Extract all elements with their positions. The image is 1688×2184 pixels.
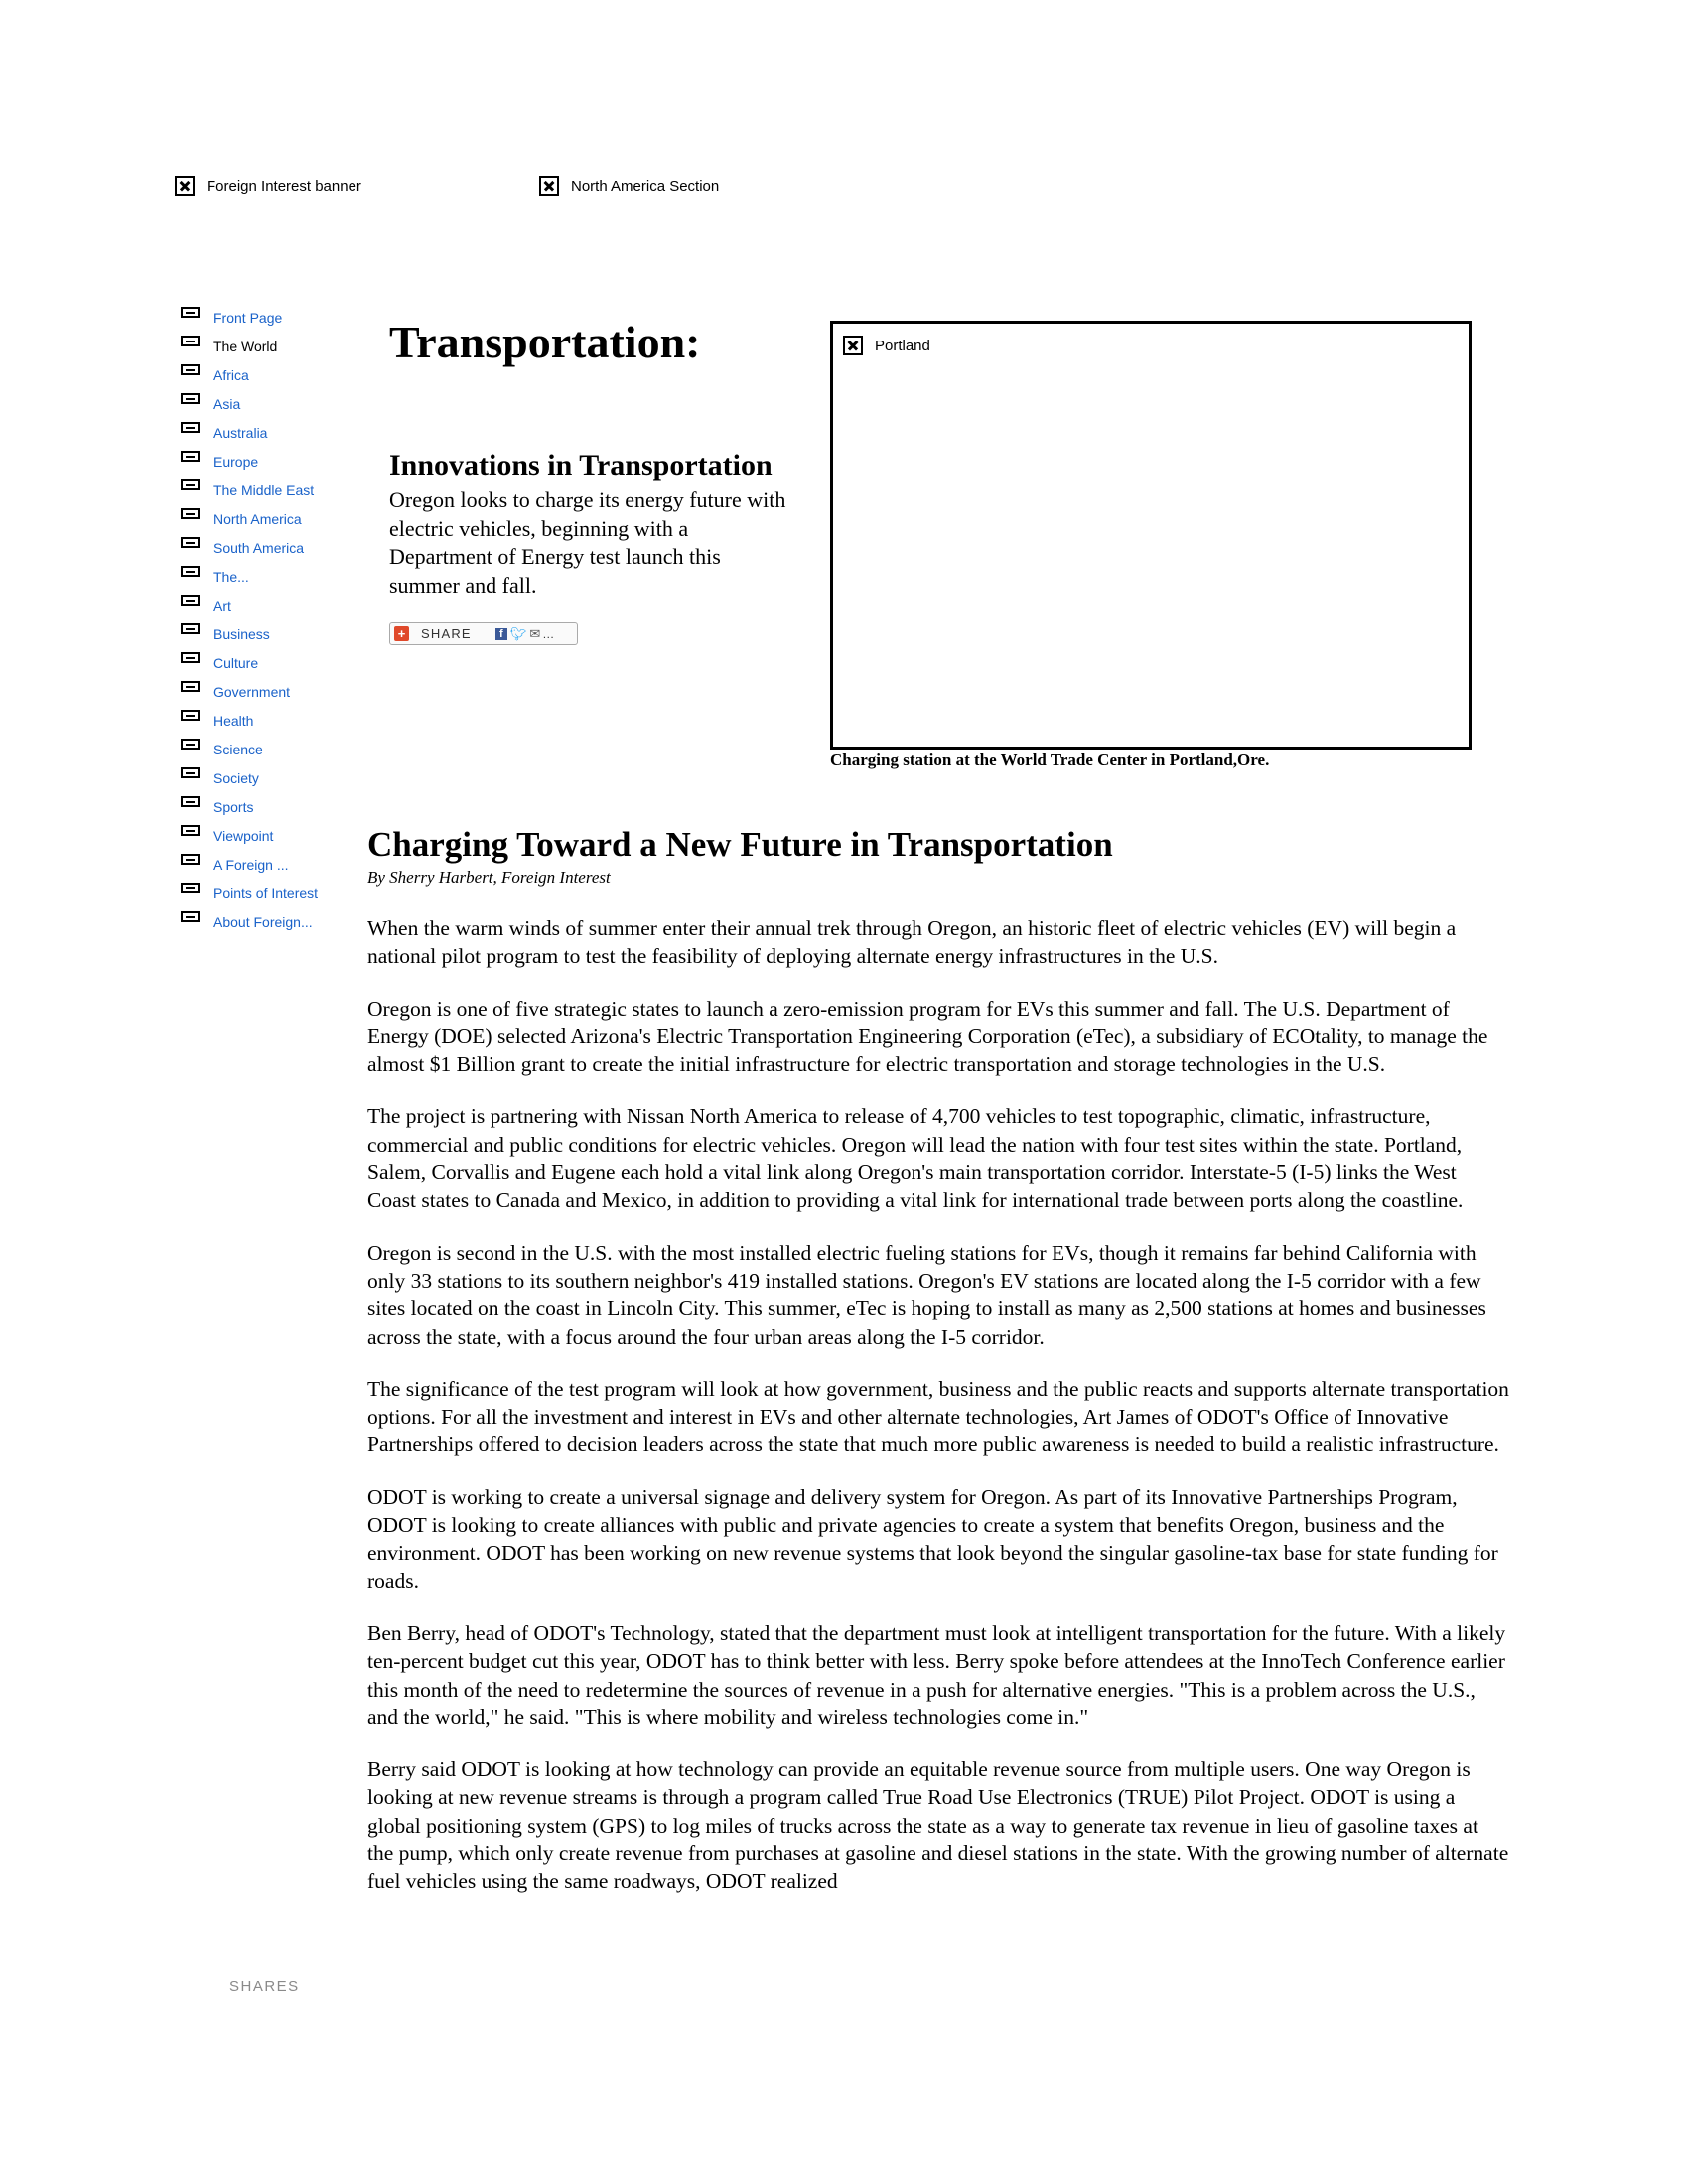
sidebar-nav bbox=[181, 298, 359, 931]
sidebar-item-label: The Middle East bbox=[213, 481, 315, 498]
nav-bullet-icon bbox=[181, 595, 200, 606]
photo-frame bbox=[830, 321, 1472, 750]
subhead-description: Oregon looks to charge its energy future with electric vehicles, beginning with a Department of Energy test launch this summer and fall. bbox=[389, 487, 786, 598]
foreign-interest-banner[interactable] bbox=[175, 176, 361, 196]
article-paragraph: Oregon is one of five strategic states to launch a zero-emission program for EVs this summer and fall. The U.S. Department of Energy (DOE) selected Arizona's Electric Transportation Engineering Corporation (eTec), a subsidiary of ECOtality, to manage the almost $1 Billion grant to create the initial infrastructure for electric transportation and storage technologies in the U.S. bbox=[367, 996, 1488, 1077]
sidebar-item-label: Health bbox=[213, 712, 254, 729]
sidebar-item-label: The... bbox=[213, 568, 249, 585]
broken-image-icon bbox=[539, 176, 559, 196]
sidebar-item-asia[interactable] bbox=[181, 384, 359, 413]
subhead: Innovations in Transportation bbox=[389, 449, 773, 481]
sidebar-item-label: Australia bbox=[213, 424, 268, 441]
nav-bullet-icon bbox=[181, 883, 200, 893]
shares-counter-label: SHARES bbox=[229, 1979, 300, 1995]
nav-bullet-icon bbox=[181, 796, 200, 807]
sidebar-item-viewpoint[interactable] bbox=[181, 816, 359, 845]
more-icon: … bbox=[542, 626, 555, 641]
sidebar-item-north-america[interactable] bbox=[181, 499, 359, 528]
sidebar-item-label: Africa bbox=[213, 366, 249, 383]
sidebar-item-business[interactable] bbox=[181, 614, 359, 643]
nav-bullet-icon bbox=[181, 364, 200, 375]
twitter-icon: 🐦︎ bbox=[509, 625, 527, 641]
facebook-icon: f bbox=[495, 628, 507, 640]
sidebar-item-label: Art bbox=[213, 597, 231, 614]
nav-bullet-icon bbox=[181, 854, 200, 865]
sidebar-item-label: Front Page bbox=[213, 309, 283, 326]
sidebar-item-health[interactable] bbox=[181, 701, 359, 730]
plus-icon: + bbox=[394, 626, 409, 641]
nav-bullet-icon bbox=[181, 566, 200, 577]
nav-bullet-icon bbox=[181, 652, 200, 663]
sidebar-item-label: The World bbox=[213, 338, 278, 354]
article-paragraph: The project is partnering with Nissan North America to release of 4,700 vehicles to test topographic, climatic, infrastructure, commercial and public conditions for electric vehicles. Oregon will lead the nation with four test sites within the state. Portland, Salem, Corvallis and Eugene each hold a vital link along Oregon's main transportation corridor. Interstate-5 (I-5) links the West Coast states to Canada and Mexico, in addition to providing a vital link for international trade between ports along the coastline. bbox=[367, 1104, 1464, 1213]
sidebar-item-label: Viewpoint bbox=[213, 827, 274, 844]
sidebar-item-sports[interactable] bbox=[181, 787, 359, 816]
nav-bullet-icon bbox=[181, 911, 200, 922]
sidebar-item-label: Europe bbox=[213, 453, 259, 470]
sidebar-item-society[interactable] bbox=[181, 758, 359, 787]
section-title: Transportation: bbox=[389, 317, 701, 367]
share-label: SHARE bbox=[421, 626, 472, 641]
banner-alt-text: Foreign Interest banner bbox=[207, 177, 361, 195]
email-icon: ✉ bbox=[529, 625, 541, 641]
nav-bullet-icon bbox=[181, 393, 200, 404]
sidebar-item-label: A Foreign ... bbox=[213, 856, 289, 873]
nav-bullet-icon bbox=[181, 537, 200, 548]
nav-bullet-icon bbox=[181, 508, 200, 519]
sidebar-item-a-foreign[interactable] bbox=[181, 845, 359, 874]
sidebar-item-9[interactable] bbox=[181, 557, 359, 586]
sidebar-item-label: Culture bbox=[213, 654, 259, 671]
sidebar-item-art[interactable] bbox=[181, 586, 359, 614]
sidebar-item-south-america[interactable] bbox=[181, 528, 359, 557]
sidebar-item-europe[interactable] bbox=[181, 442, 359, 471]
photo-caption: Charging station at the World Trade Center in Portland,Ore. bbox=[830, 751, 1270, 769]
broken-image-icon bbox=[175, 176, 195, 196]
sidebar-item-points-of-interest[interactable] bbox=[181, 874, 359, 902]
sidebar-item-label: North America bbox=[213, 510, 302, 527]
sidebar-item-label: Sports bbox=[213, 798, 254, 815]
sidebar-item-label: Points of Interest bbox=[213, 885, 319, 901]
sidebar-item-label: Asia bbox=[213, 395, 241, 412]
nav-bullet-icon bbox=[181, 739, 200, 750]
banner-alt-text: North America Section bbox=[571, 177, 720, 195]
article-paragraph: Oregon is second in the U.S. with the most installed electric fueling stations for EVs, though it remains far behind California with only 33 stations to its southern neighbor's 419 installed stations. Oregon's EV stations are located along the I-5 corridor with a few sites located on the coast in Lincoln City. This summer, eTec is hoping to install as many as 2,500 stations at homes and businesses across the state, with a focus around the four urban areas along the I-5 corridor. bbox=[367, 1240, 1486, 1349]
sidebar-item-culture[interactable] bbox=[181, 643, 359, 672]
sidebar-item-the-world[interactable] bbox=[181, 327, 359, 355]
nav-bullet-icon bbox=[181, 336, 200, 346]
sidebar-item-label: Society bbox=[213, 769, 259, 786]
byline: By Sherry Harbert, Foreign Interest bbox=[367, 868, 611, 887]
nav-bullet-icon bbox=[181, 825, 200, 836]
sidebar-item-label: South America bbox=[213, 539, 305, 556]
nav-bullet-icon bbox=[181, 623, 200, 634]
article-body bbox=[367, 914, 1509, 1920]
article-paragraph: When the warm winds of summer enter their annual trek through Oregon, an historic fleet of electric vehicles (EV) will begin a national pilot program to test the feasibility of deploying alternate energy infrastructures in the U.S. bbox=[367, 916, 1457, 969]
nav-bullet-icon bbox=[181, 681, 200, 692]
broken-image-icon bbox=[843, 336, 863, 355]
sidebar-item-africa[interactable] bbox=[181, 355, 359, 384]
article-title: Charging Toward a New Future in Transportation bbox=[367, 825, 1113, 864]
sidebar-item-middle-east[interactable] bbox=[181, 471, 359, 499]
nav-bullet-icon bbox=[181, 307, 200, 318]
sidebar-item-government[interactable] bbox=[181, 672, 359, 701]
sidebar-item-australia[interactable] bbox=[181, 413, 359, 442]
nav-bullet-icon bbox=[181, 479, 200, 490]
portland-photo bbox=[843, 336, 930, 355]
sidebar-item-label: Science bbox=[213, 741, 263, 757]
nav-bullet-icon bbox=[181, 710, 200, 721]
article-paragraph: Ben Berry, head of ODOT's Technology, stated that the department must look at intelligent transportation for the future. With a likely ten-percent budget cut this year, ODOT has to think better with less. Berry spoke before attendees at the InnoTech Conference earlier this month of the need to redetermine the sources of revenue in a push for alternative energies. "This is a problem across the U.S., and the world," he said. "This is where mobility and wireless technologies come in." bbox=[367, 1620, 1506, 1729]
nav-bullet-icon bbox=[181, 767, 200, 778]
nav-bullet-icon bbox=[181, 422, 200, 433]
share-button[interactable] bbox=[389, 622, 578, 645]
article-paragraph: Berry said ODOT is looking at how technology can provide an equitable revenue source from multiple users. One way Oregon is looking at new revenue streams is through a program called True Road Use Electronics (TRUE) Pilot Project. ODOT is using a global positioning system (GPS) to log miles of trucks across the state as a way to generate tax revenue in lieu of gasoline taxes at the pump, which only create revenue from purchases at gasoline and diesel stations in the state. With the growing number of alternate fuel vehicles using the same roadways, ODOT realized bbox=[367, 1757, 1509, 1894]
sidebar-item-about-foreign[interactable] bbox=[181, 902, 359, 931]
photo-alt-text: Portland bbox=[875, 337, 930, 354]
sidebar-item-science[interactable] bbox=[181, 730, 359, 758]
sidebar-item-label: Government bbox=[213, 683, 291, 700]
north-america-section-banner[interactable] bbox=[539, 176, 719, 196]
article-paragraph: ODOT is working to create a universal signage and delivery system for Oregon. As part of its Innovative Partnerships Program, ODOT is looking to create alliances with public and private agencies to create a system that benefits Oregon, business and the environment. ODOT has been working on new revenue systems that look beyond the singular gasoline-tax base for state funding for roads. bbox=[367, 1484, 1498, 1593]
sidebar-item-label: About Foreign... bbox=[213, 913, 313, 930]
sidebar-item-label: Business bbox=[213, 625, 270, 642]
sidebar-item-front-page[interactable] bbox=[181, 298, 359, 327]
nav-bullet-icon bbox=[181, 451, 200, 462]
article-paragraph: The significance of the test program will look at how government, business and the public reacts and supports alternate transportation options. For all the investment and interest in EVs and other alternate technologies, Art James of ODOT's Office of Innovative Partnerships offered to decision leaders across the state that much more public awareness is needed to build a realistic infrastructure. bbox=[367, 1376, 1509, 1457]
